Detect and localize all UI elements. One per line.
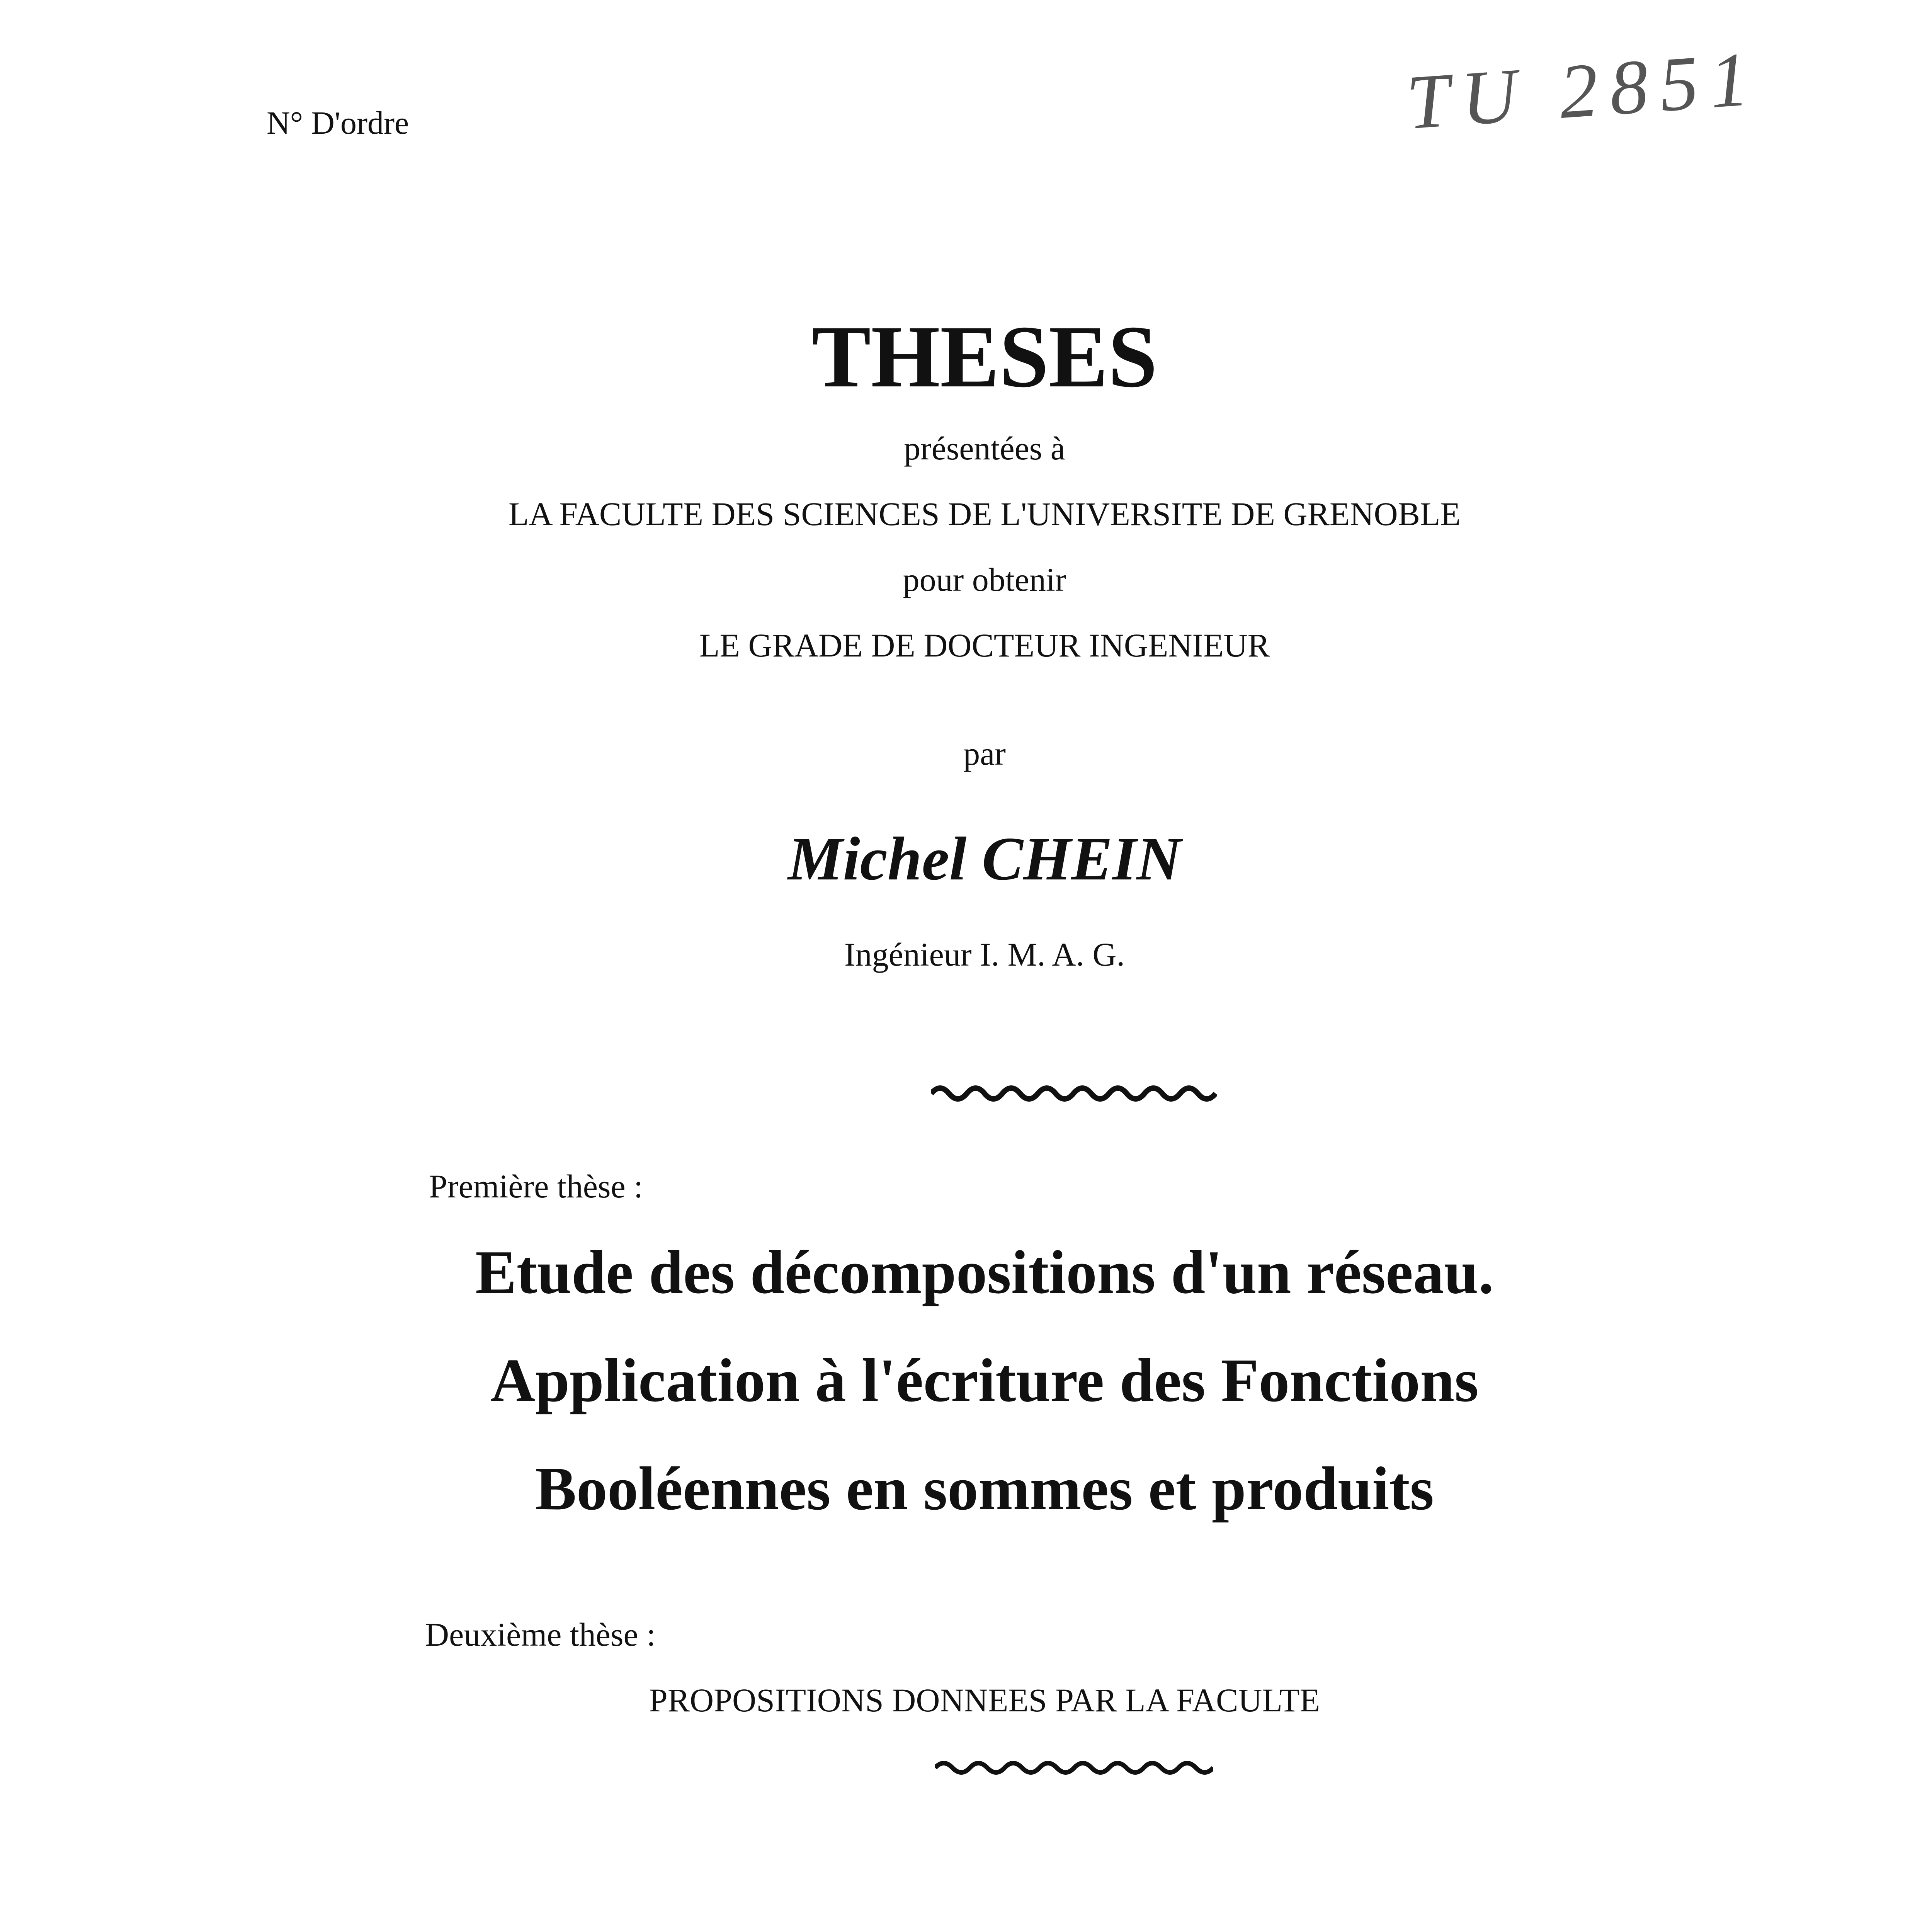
second-thesis-label: Deuxième thèse :: [425, 1616, 656, 1653]
first-thesis-title-line-2: Application à l'écriture des Fonctions: [490, 1346, 1479, 1415]
wavy-divider-bottom: [935, 1754, 1213, 1781]
handwritten-reference: TU 2851: [1404, 36, 1763, 146]
wavy-divider-top: [931, 1078, 1217, 1109]
first-thesis-title-line-1: Etude des décompositions d'un réseau.: [475, 1238, 1494, 1306]
presented-to: présentées à: [904, 430, 1065, 467]
second-thesis-title: PROPOSITIONS DONNEES PAR LA FACULTE: [649, 1682, 1320, 1719]
first-thesis-title-line-3: Booléennes en sommes et produits: [535, 1454, 1434, 1523]
by-label: par: [963, 735, 1006, 772]
to-obtain: pour obtenir: [903, 561, 1066, 598]
author-name: Michel CHEIN: [788, 824, 1181, 893]
order-number-label: N° D'ordre: [267, 105, 409, 141]
first-thesis-label: Première thèse :: [429, 1168, 643, 1205]
document-title: THESES: [811, 307, 1158, 406]
author-title: Ingénieur I. M. A. G.: [844, 936, 1125, 973]
degree-name: LE GRADE DE DOCTEUR INGENIEUR: [699, 627, 1270, 664]
faculty-name: LA FACULTE DES SCIENCES DE L'UNIVERSITE DE GRENOBLE: [508, 495, 1461, 532]
